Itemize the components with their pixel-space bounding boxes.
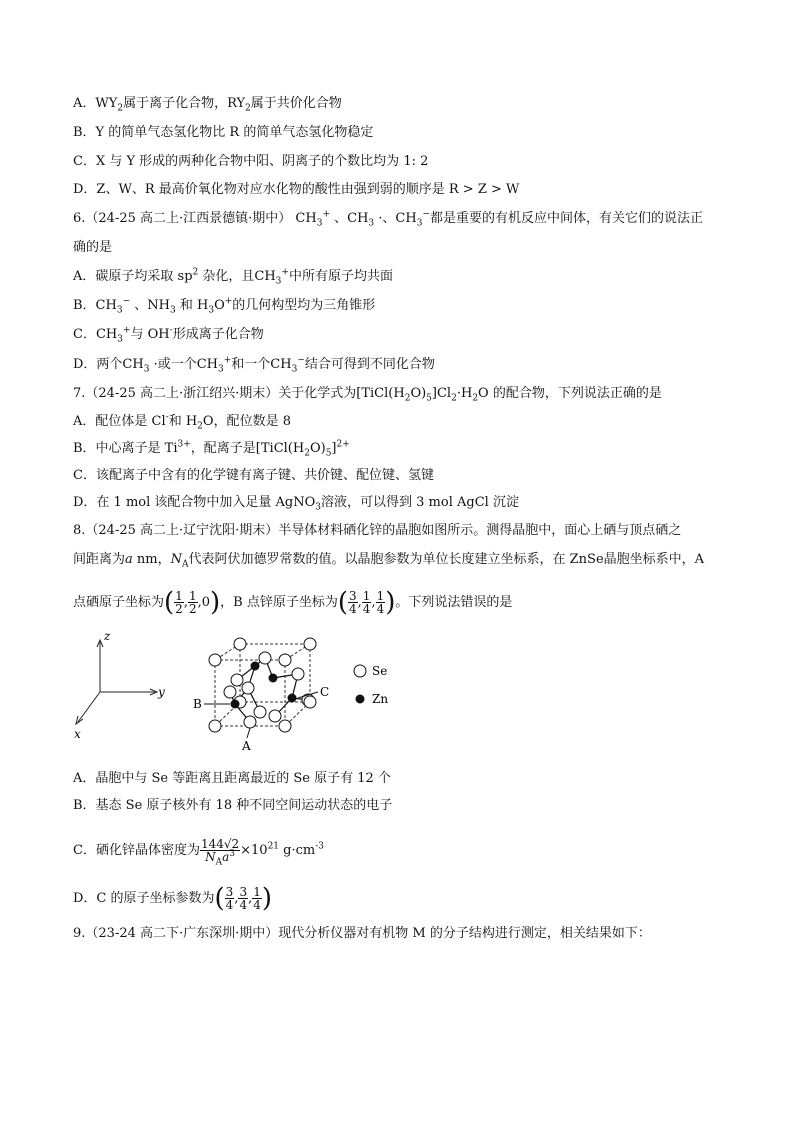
q8-option-a: A．晶胞中与 Se 等距离且距离最近的 Se 原子有 12 个 [73, 771, 391, 786]
axis-y-label: y [158, 685, 165, 699]
q6-stem-cont: 确的是 [73, 240, 113, 255]
znse-unit-cell-diagram [60, 622, 420, 752]
label-c: C [320, 685, 330, 699]
label-a: A [242, 739, 251, 752]
q8-stem-line1: 8.（24-25 高二上·辽宁沈阳·期末）半导体材料硒化锌的晶胞如图所示。测得晶胞中，面心上硒与顶点硒之 [73, 523, 682, 538]
coordinate-axes [76, 640, 157, 724]
legend-zn-symbol [356, 695, 365, 704]
axis-x-label: x [74, 727, 81, 741]
bonds [230, 658, 308, 722]
legend-zn-label: Zn [372, 692, 389, 706]
coord-a-frac-y: $\frac{1}{2}$ [188, 589, 197, 616]
q8-stem-line3: 点硒原子坐标为( $\frac{1}{2}$ , $\frac{1}{2}$ ,0)，B 点锌原子坐标为( $\frac{3}{4}$ , $\frac{1}{4}$ , $\frac{1}{4}$ )。下列说法错误的是 [73, 587, 513, 618]
legend-se-symbol [354, 665, 366, 677]
q6-option-c: C．$CH_3^+$与 OH-形成离子化合物 [73, 325, 264, 345]
x-axis [78, 692, 100, 722]
q6-option-a: A．碳原子均采取 $sp^2$ 杂化，且$CH_3^+$中所有原子均共面 [73, 267, 393, 287]
q7-option-a: A．配位体是 Cl-和 $H_2O$，配位数是 8 [73, 412, 291, 432]
q5-option-c: C．X 与 Y 形成的两种化合物中阳、阴离子的个数比均为 1: 2 [73, 154, 429, 169]
q8-option-d: D．C 的原子坐标参数为( $\frac{3}{4}$ , $\frac{3}{4}$ , $\frac{1}{4}$ ) [73, 883, 273, 914]
q5-option-a: A．$WY_2$属于离子化合物，$RY_2$属于共价化合物 [73, 96, 342, 114]
label-b: B [193, 697, 202, 711]
q7-option-d: D．在 1 mol 该配合物中加入足量 AgNO$_3$溶液，可以得到 3 mol AgCl 沉淀 [73, 495, 519, 513]
q6-stem: 6.（24-25 高二上·江西景德镇·期中） $CH_3^+$ 、$CH_3$ ·、$CH_3^-$都是重要的有机反应中间体，有关它们的说法正 [73, 209, 703, 229]
legend-se-label: Se [372, 664, 388, 678]
q6-option-b: B．$CH_3^-$ 、$NH_3$ 和 $H_3O^+$的几何构型均为三角锥形 [73, 296, 376, 316]
q9-stem: 9.（23-24 高二下·广东深圳·期中）现代分析仪器对有机物 M 的分子结构进行测定，相关结果如下： [73, 926, 651, 941]
q5-option-d: D．Z、W、R 最高价氧化物对应水化物的酸性由强到弱的顺序是 R > Z > W [73, 182, 520, 197]
density-fraction: $\frac{144√2}{N_Aa^3}$ [200, 837, 240, 868]
coord-a-frac-x: $\frac{1}{2}$ [175, 589, 183, 616]
q8-stem-line2: 间距离为a nm，$N_A$代表阿伏加德罗常数的值。以晶胞参数为单位长度建立坐标系，在 ZnSe晶胞坐标系中，A [73, 552, 705, 570]
se-atoms [209, 638, 316, 732]
q7-stem: 7.（24-25 高二上·浙江绍兴·期末）关于化学式为$[TiCl(H_2O)_5]Cl_2\cdot H_2O$ 的配合物，下列说法正确的是 [73, 386, 662, 404]
q8-option-c: C．硒化锌晶体密度为 $\frac{144√2}{N_Aa^3}$ $\times 10^{21}$ $g\cdot cm^{-3}$ [73, 837, 325, 868]
axis-z-label: z [104, 629, 111, 643]
q7-option-c: C．该配离子中含有的化学键有离子键、共价键、配位键、氢键 [73, 468, 434, 483]
q8-option-b: B．基态 Se 原子核外有 18 种不同空间运动状态的电子 [73, 798, 393, 813]
q5-option-b: B．Y 的简单气态氢化物比 R 的简单气态氢化物稳定 [73, 125, 374, 140]
q6-option-d: D．两个$CH_3$ ·或一个$CH_3^+$和一个$CH_3^-$结合可得到不同化合物 [73, 355, 435, 375]
q7-option-b: B．中心离子是 $Ti^{3+}$，配离子是$[TiCl(H_2O)_5]^{2+}$ [73, 439, 350, 459]
